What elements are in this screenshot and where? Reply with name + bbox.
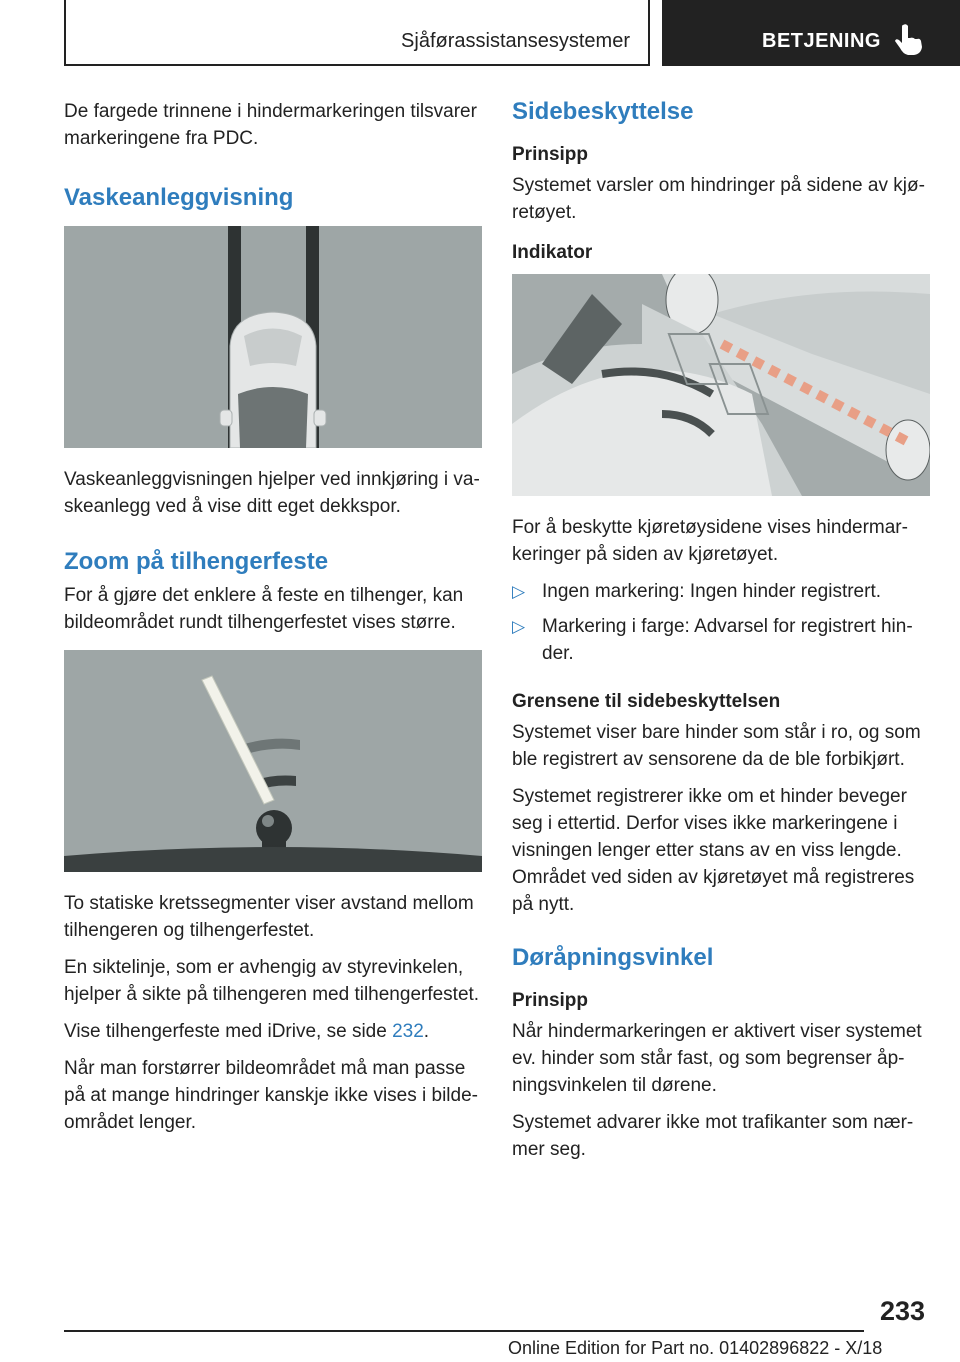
limits-heading: Grensene til sidebeskyttelsen	[512, 691, 781, 712]
door-paragraph-2: Systemet advarer ikke mot trafikanter som nærmer seg.	[512, 1112, 914, 1160]
limits-paragraph-2: Systemet registrerer ikke om et hinder beveger seg i ettertid. Derfor vises ikke markeringene i visningen lenger etter stans av en viss lengde. Området ved siden av kjøretøyet må registreres på nytt.	[512, 786, 915, 915]
list-item: ▷ Ingen markering: Ingen hinder registrert.	[512, 578, 930, 605]
intro-paragraph: De fargede trinnene i hindermarkeringen tilsvarer markeringene fra PDC.	[64, 101, 477, 149]
footer-edition: Online Edition for Part no. 01402896822 - X/18	[508, 1338, 883, 1358]
zoom-paragraph: For å gjøre det enklere å feste en tilhenger, kan bildeområdet rundt tilhengerfestet vises større.	[64, 585, 464, 633]
indicator-bullet-list	[512, 578, 930, 667]
chapter-title: BETJENING	[762, 30, 881, 52]
door-angle-heading: Døråpningsvinkel	[512, 944, 714, 971]
zoom-paragraph-1: To statiske kretssegmenter viser avstand mellom tilhengeren og tilhengerfestet.	[64, 893, 474, 941]
right-column	[512, 98, 930, 1173]
triangle-bullet-icon: ▷	[512, 582, 526, 601]
page-header	[0, 0, 960, 66]
wash-heading: Vaskeanleggvisning	[64, 184, 294, 211]
left-column	[64, 98, 482, 1146]
zoom-heading: Zoom på tilhengerfeste	[64, 548, 329, 575]
zoom-paragraph-4: Når man forstørrer bildeområdet må man passe på at mange hindringer kanskje ikke vises i bildeområdet lenger.	[64, 1058, 478, 1133]
page-number: 233	[880, 1296, 926, 1326]
wash-paragraph: Vaskeanleggvisningen hjelper ved innkjøring i vaskeanlegg ved å vise ditt eget dekkspor.	[64, 469, 480, 517]
pointing-hand-icon	[894, 22, 924, 56]
limits-paragraph-1: Systemet viser bare hinder som står i ro, og som ble registrert av sensorene da de ble forbikjørt.	[512, 722, 921, 770]
trailer-hitch-image	[64, 650, 482, 872]
side-protection-image	[512, 274, 930, 496]
indicator-paragraph: For å beskytte kjøretøysidene vises hindermarkeringer på siden av kjøretøyet.	[512, 517, 908, 565]
side-protection-heading: Sidebeskyttelse	[512, 98, 694, 125]
principle-paragraph: Systemet varsler om hindringer på sidene av kjøretøyet.	[512, 175, 925, 223]
door-paragraph-1: Når hindermarkeringen er aktivert viser systemet ev. hinder som står fast, og som begrenser åpningsvinkelen til dørene.	[512, 1021, 922, 1096]
zoom-p3-end: .	[423, 1021, 430, 1042]
chapter-tab	[662, 0, 960, 66]
triangle-bullet-icon: ▷	[512, 617, 526, 636]
zoom-paragraph-2: En siktelinje, som er avhengig av styrevinkelen, hjelper å sikte på tilhengeren med tilhengerfestet.	[64, 957, 480, 1005]
footer-divider	[64, 1330, 864, 1332]
zoom-p3-text: Vise tilhengerfeste med iDrive, se side	[64, 1021, 393, 1042]
page-link-232[interactable]: 232	[392, 1021, 424, 1042]
section-title: Sjåførassistansesystemer	[401, 30, 630, 52]
principle-heading: Prinsipp	[512, 144, 589, 165]
indicator-heading: Indikator	[512, 242, 593, 263]
door-principle-heading: Prinsipp	[512, 990, 589, 1011]
zoom-paragraph-3	[64, 1018, 482, 1045]
list-item: ▷ Markering i farge: Advarsel for registrert hinder.	[512, 613, 930, 667]
wash-view-image	[64, 226, 482, 448]
section-tab	[64, 0, 650, 66]
